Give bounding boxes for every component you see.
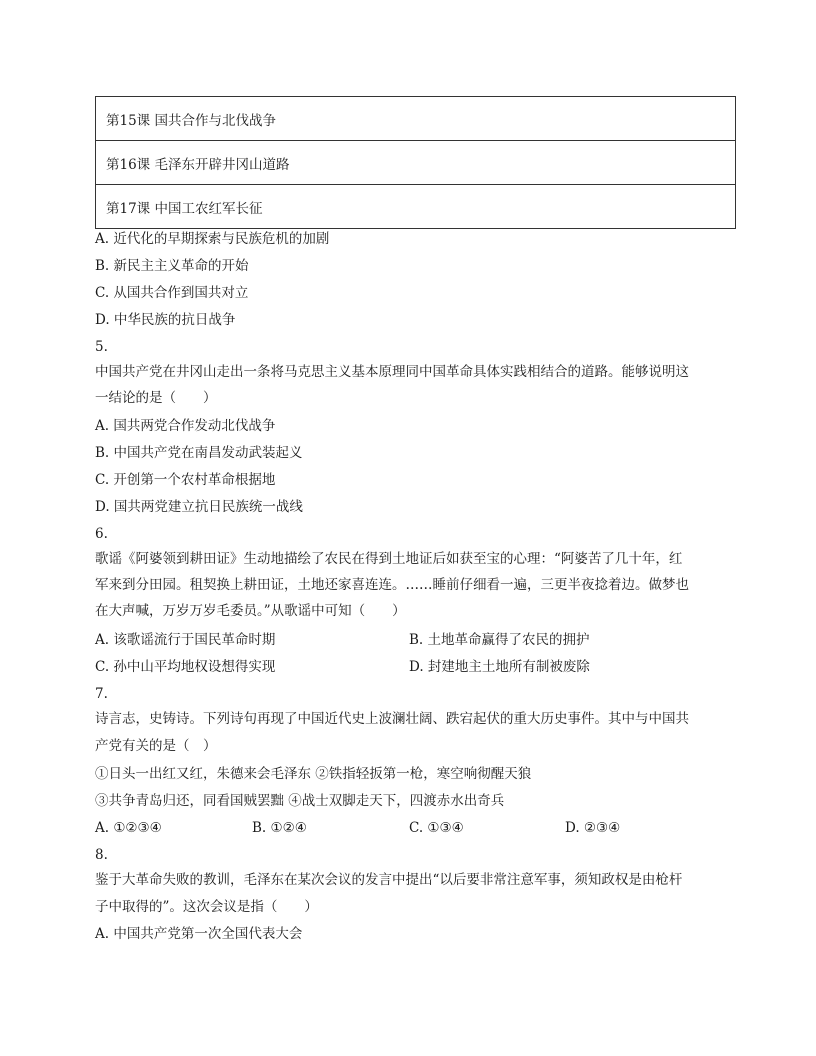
q6-option-c: C. 孙中山平均地权设想得实现: [95, 659, 276, 675]
q5-option-c: C. 开创第一个农村革命根据地: [95, 472, 276, 488]
q8-option-a: A. 中国共产党第一次全国代表大会: [95, 926, 303, 942]
table-row: [96, 97, 736, 141]
q7-poem-line: ③共争青岛归还，同看国贼罢黜 ④战士双脚走天下，四渡赤水出奇兵: [95, 793, 505, 809]
q6-number: 6.: [95, 526, 108, 542]
q6-option-b: B. 土地革命赢得了农民的拥护: [409, 632, 590, 648]
q4-option-c: C. 从国共合作到国共对立: [95, 285, 249, 301]
q7-option-a: A. ①②③④: [95, 820, 162, 836]
table-cell: 第15课 国共合作与北伐战争: [96, 97, 736, 141]
q8-number: 8.: [95, 847, 108, 863]
q7-poem-line: ①日头一出红又红，朱德来会毛泽东 ②铁指轻扳第一枪，寒空响彻醒天狼: [95, 766, 532, 782]
q5-stem-line: 一结论的是（ ）: [95, 390, 217, 406]
q7-stem-line: 诗言志，史铸诗。下列诗句再现了中国近代史上波澜壮阔、跌宕起伏的重大历史事件。其中与中国共: [95, 711, 689, 727]
q6-option-a: A. 该歌谣流行于国民革命时期: [95, 632, 276, 648]
q8-stem-line: 子中取得的”。这次会议是指（ ）: [95, 899, 318, 915]
q5-option-b: B. 中国共产党在南昌发动武装起义: [95, 445, 303, 461]
q4-option-b: B. 新民主主义革命的开始: [95, 258, 249, 274]
table-cell: 第17课 中国工农红军长征: [96, 185, 736, 229]
q6-stem-line: 军来到分田园。租契换上耕田证，土地还家喜连连。……睡前仔细看一遍，三更半夜捻着边。做梦也: [95, 577, 689, 593]
table-row: [96, 185, 736, 229]
q7-stem-line: 产党有关的是（ ）: [95, 738, 217, 754]
q5-option-d: D. 国共两党建立抗日民族统一战线: [95, 499, 303, 515]
q6-stem-line: 歌谣《阿婆领到耕田证》生动地描绘了农民在得到土地证后如获至宝的心理：“阿婆苦了几十年，红: [95, 551, 683, 567]
q7-option-b: B. ①②④: [252, 820, 307, 836]
q7-number: 7.: [95, 686, 108, 702]
table-cell: 第16课 毛泽东开辟井冈山道路: [96, 141, 736, 185]
lesson-table: [95, 96, 736, 229]
q6-option-d: D. 封建地主土地所有制被废除: [409, 659, 590, 675]
q4-option-a: A. 近代化的早期探索与民族危机的加剧: [95, 231, 330, 247]
q7-option-d: D. ②③④: [565, 820, 621, 836]
table-row: [96, 141, 736, 185]
q7-option-c: C. ①③④: [409, 820, 464, 836]
q5-option-a: A. 国共两党合作发动北伐战争: [95, 418, 276, 434]
q5-stem-line: 中国共产党在井冈山走出一条将马克思主义基本原理同中国革命具体实践相结合的道路。能够说明这: [95, 364, 689, 380]
q4-option-d: D. 中华民族的抗日战争: [95, 312, 236, 328]
q5-number: 5.: [95, 339, 108, 355]
q6-stem-line: 在大声喊，万岁万岁毛委员。”从歌谣中可知（ ）: [95, 603, 406, 619]
q8-stem-line: 鉴于大革命失败的教训，毛泽东在某次会议的发言中提出“以后要非常注意军事，须知政权是由枪杆: [95, 872, 683, 888]
